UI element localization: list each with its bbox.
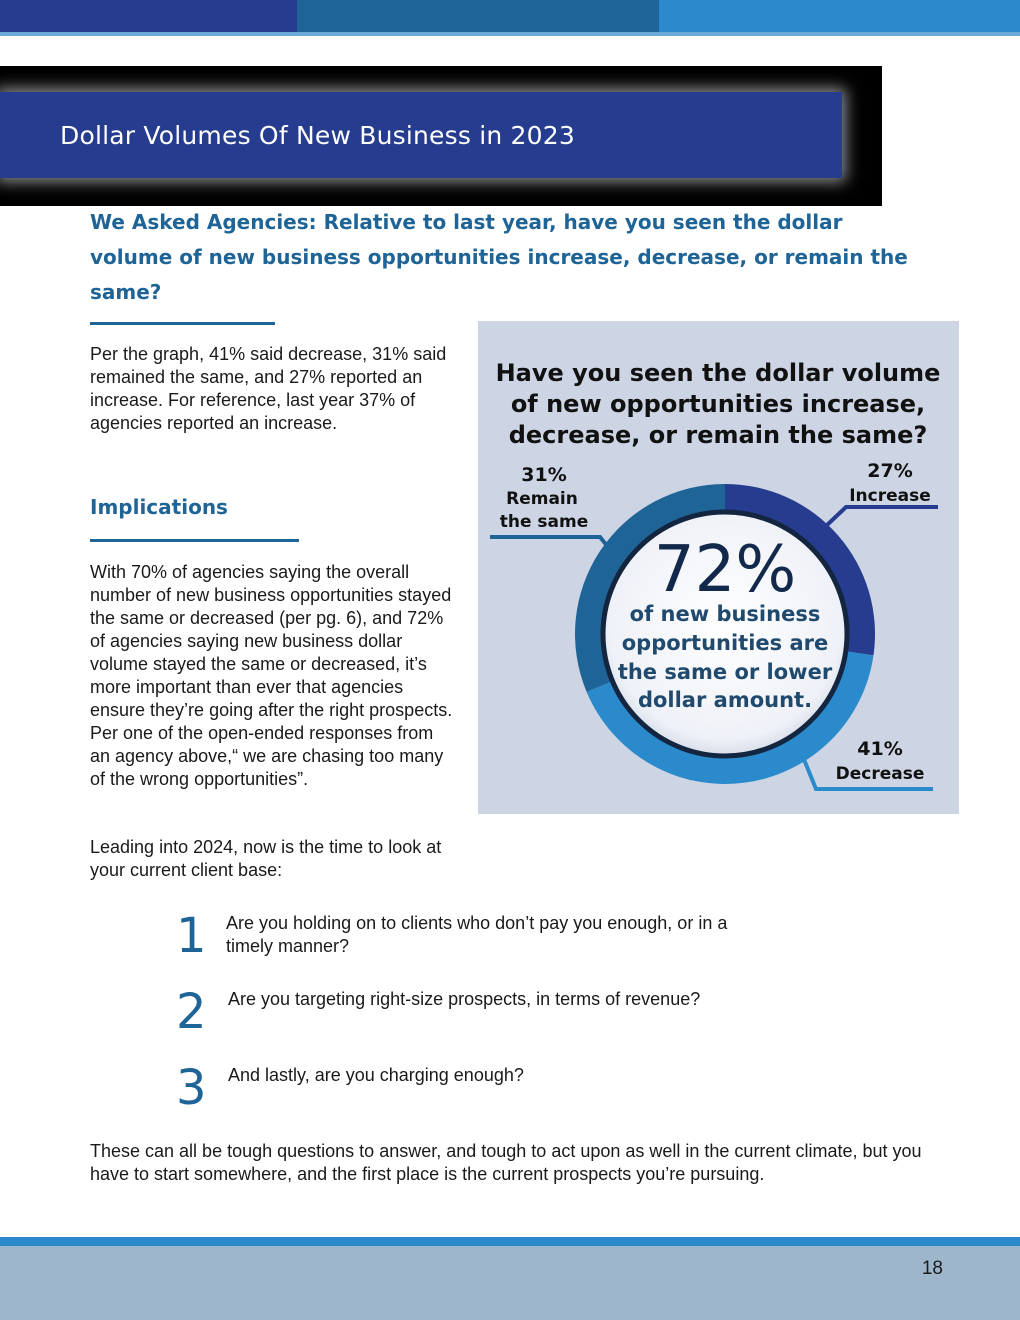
list-item: [176, 1060, 876, 1124]
donut-chart-panel: [478, 321, 959, 814]
slice-label: the same: [499, 512, 589, 532]
center-text-line: opportunities are: [621, 631, 829, 655]
slice-percent-label: 41%: [857, 738, 903, 760]
list-number: 3: [176, 1060, 207, 1116]
list-number: 1: [176, 908, 207, 964]
top-bar-segment-dark: [0, 0, 297, 32]
closing-paragraph: These can all be tough questions to answer, and tough to act upon as well in the current climate, but you have to start somewhere, and the first place is the current prospects you’re pursuing.: [90, 1141, 922, 1184]
slice-label: Increase: [849, 486, 931, 506]
list-text: And lastly, are you charging enough?: [228, 1065, 524, 1085]
list-item: [176, 984, 876, 1048]
top-bar-segment-light: [659, 0, 1020, 32]
list-text: Are you holding on to clients who don’t pay you enough, or in a timely manner?: [226, 913, 728, 956]
survey-question: We Asked Agencies: Relative to last year, have you seen the dollar volume of new business opportunities increase, decrease, or remain the same?: [90, 210, 908, 304]
page-title: Dollar Volumes Of New Business in 2023: [60, 120, 575, 150]
lead-in-paragraph: Leading into 2024, now is the time to look at your current client base:: [90, 837, 442, 880]
footer-stripe: [0, 1237, 1020, 1246]
center-text-line: of new business: [629, 602, 821, 626]
slice-percent-label: 27%: [867, 460, 913, 482]
donut-chart: [478, 321, 959, 814]
chart-title-line: decrease, or remain the same?: [508, 421, 928, 449]
list-number: 2: [176, 984, 207, 1040]
slice-percent-label: 31%: [521, 464, 567, 486]
results-paragraph: Per the graph, 41% said decrease, 31% said remained the same, and 27% reported an increase. For reference, last year 37% of agencies reported an increase.: [90, 344, 447, 433]
top-color-bar: [0, 0, 1020, 36]
top-bar-segment-mid: [297, 0, 659, 32]
footer: [0, 1237, 1020, 1320]
list-item: [176, 908, 876, 972]
implications-heading: Implications: [90, 495, 228, 519]
list-text: Are you targeting right-size prospects, in terms of revenue?: [228, 989, 701, 1009]
implications-divider: [90, 539, 299, 542]
top-bar-underline: [0, 32, 1020, 36]
chart-title-line: Have you seen the dollar volume: [495, 359, 941, 387]
leader-line-increase: [826, 507, 938, 526]
page-number: 18: [921, 1258, 943, 1279]
chart-title: [496, 359, 941, 449]
center-value: 72%: [653, 533, 797, 607]
question-divider: [90, 322, 275, 325]
slice-label: Remain: [506, 489, 578, 509]
title-banner: [0, 92, 842, 178]
center-text-line: dollar amount.: [637, 688, 813, 712]
implications-paragraph: With 70% of agencies saying the overall number of new business opportunities stayed the same or decreased (per pg. 6), and 72% of agencies saying new business dollar volume stayed the same or decreased, it’s more important than ever that agencies ensure they’re going after the right prospects. Per one of the open-ended responses from an agency above,“ we are chasing too many of the wrong opportunities”.: [90, 562, 453, 789]
leader-line-same: [490, 537, 608, 547]
slice-label: Decrease: [835, 764, 925, 784]
title-banner-frame: [0, 66, 882, 206]
chart-title-line: of new opportunities increase,: [510, 390, 926, 418]
center-text-line: the same or lower: [617, 660, 833, 684]
